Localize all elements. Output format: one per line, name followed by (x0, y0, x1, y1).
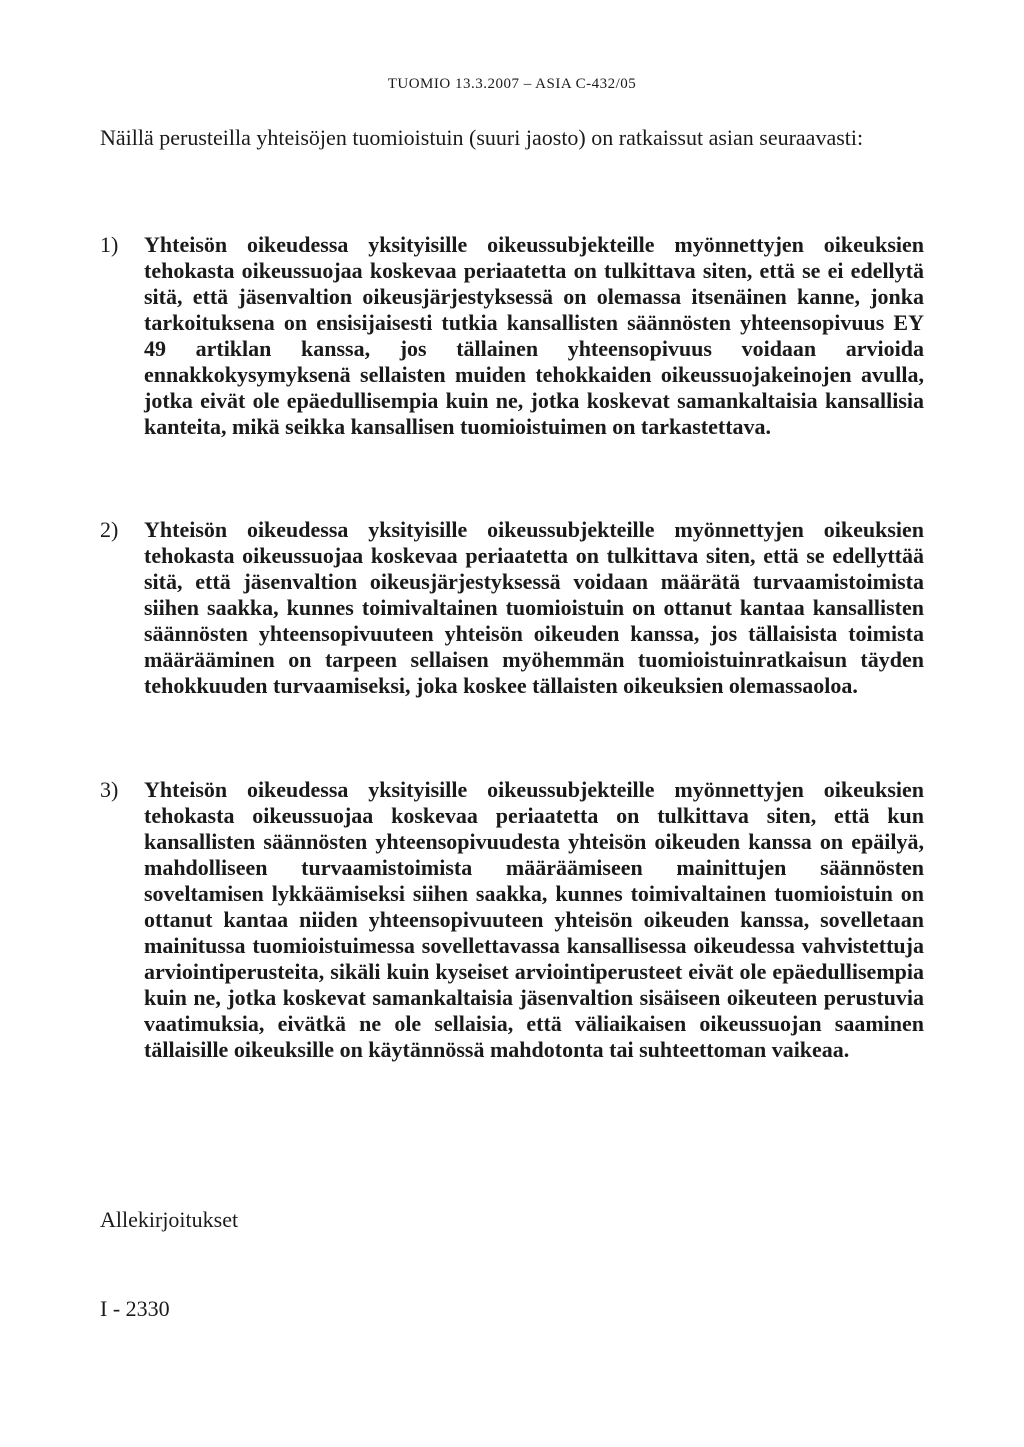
intro-paragraph: Näillä perusteilla yhteisöjen tuomioistuin (suuri jaosto) on ratkaissut asian seuraavasti: (100, 125, 864, 150)
point-number: 3) (100, 777, 119, 802)
point-text: Yhteisön oikeudessa yksityisille oikeussubjekteille myönnettyjen oikeuksien tehokasta oikeussuojaa koskevaa periaatetta on tulkittava siten, että kun kansallisten säännösten yhteensopivuudesta yhteisön oikeuden kanssa on epäilyä, mahdolliseen turvaamistoimista määräämiseen mainittujen säännösten soveltamisen lykkäämiseksi siihen saakka, kunnes toimivaltainen tuomioistuin on ottanut kantaa niiden yhteensopivuuteen yhteisön oikeuden kanssa, sovelletaan mainitussa tuomioistuimessa sovellettavassa kansallisessa oikeudessa vahvistettuja arviointiperusteita, sikäli kuin kyseiset arviointiperusteet eivät ole epäedullisempia kuin ne, jotka koskevat samankaltaisia jäsenvaltion sisäiseen oikeuteen perustuvia vaatimuksia, eivätkä ne ole sellaisia, että väliaikaisen oikeussuojan saaminen tällaisille oikeuksille on käytännössä mahdotonta tai suhteettoman vaikeaa. (144, 777, 924, 1062)
page-number: I - 2330 (100, 1296, 170, 1321)
ruling-point-2 (100, 517, 924, 699)
point-text: Yhteisön oikeudessa yksityisille oikeussubjekteille myönnettyjen oikeuksien tehokasta oikeussuojaa koskevaa periaatetta on tulkittava siten, että se edellyttää sitä, että jäsenvaltion oikeusjärjestyksessä voidaan määrätä turvaamistoimista siihen saakka, kunnes toimivaltainen tuomioistuin on ottanut kantaa kansallisten säännösten yhteensopivuuteen yhteisön oikeuden kanssa, jos tällaisista toimista määrääminen on tarpeen sellaisen myöhemmän tuomioistuinratkaisun täyden tehokkuuden turvaamiseksi, joka koskee tällaisten oikeuksien olemassaoloa. (144, 517, 924, 698)
ruling-point-1 (100, 232, 924, 440)
point-text: Yhteisön oikeudessa yksityisille oikeussubjekteille myönnettyjen oikeuksien tehokasta oikeussuojaa koskevaa periaatetta on tulkittava siten, että se ei edellytä sitä, että jäsenvaltion oikeusjärjestyksessä on olemassa itsenäinen kanne, jonka tarkoituksena on ensisijaisesti tutkia kansallisten säännösten yhteensopivuus EY 49 artiklan kanssa, jos tällainen yhteensopivuus voidaan arvioida ennakkokysymyksenä sellaisten muiden tehokkaiden oikeussuojakeinojen avulla, jotka eivät ole epäedullisempia kuin ne, jotka koskevat samankaltaisia kansallisia kanteita, mikä seikka kansallisen tuomioistuimen on tarkastettava. (144, 232, 924, 439)
ruling-point-3 (100, 777, 924, 1063)
running-header: TUOMIO 13.3.2007 – ASIA C-432/05 (387, 76, 637, 92)
signatures-label: Allekirjoitukset (100, 1207, 239, 1232)
point-number: 1) (100, 232, 119, 257)
point-number: 2) (100, 517, 119, 542)
